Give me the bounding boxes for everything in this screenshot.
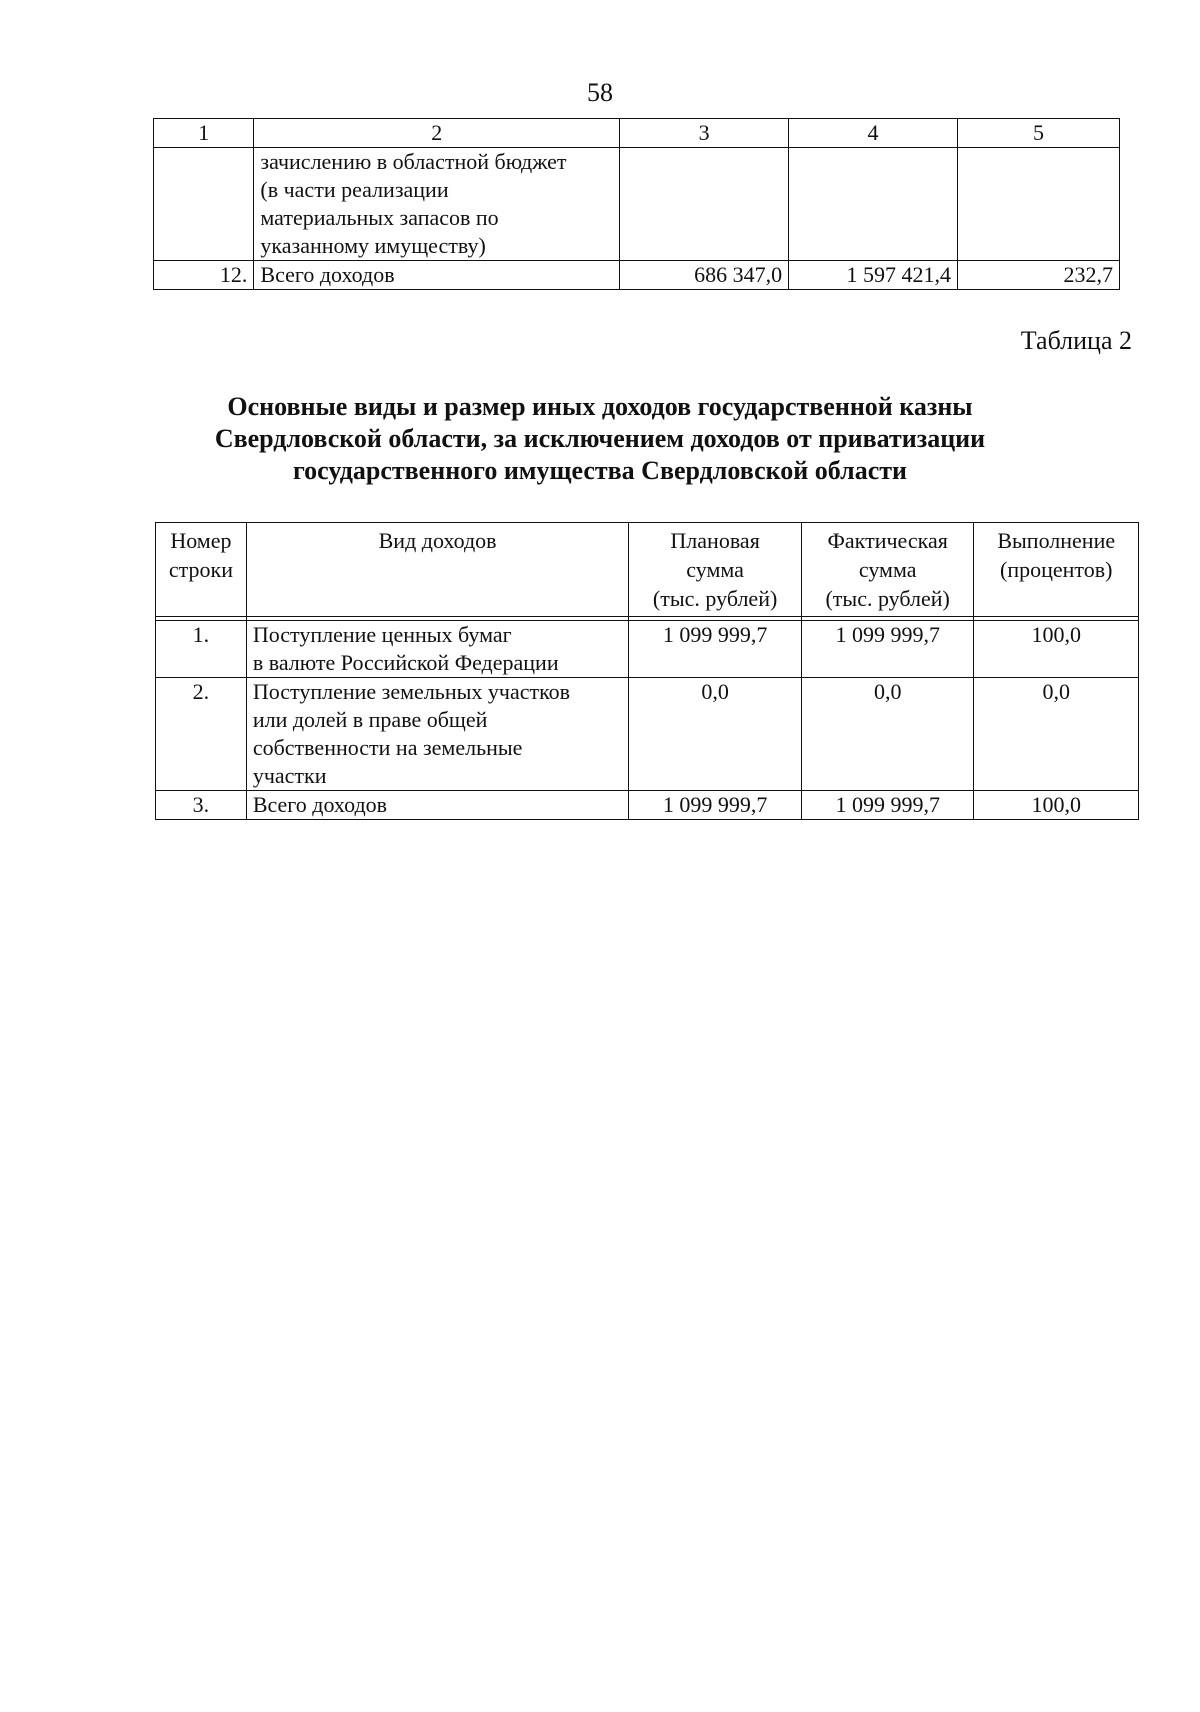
- header-line: Плановая: [670, 528, 760, 553]
- value-cell: [789, 148, 958, 261]
- income-type-cell: [254, 148, 620, 261]
- planned-sum-cell: 1 099 999,7: [629, 791, 802, 820]
- income-type-cell: Всего доходов: [254, 261, 620, 290]
- row-number-cell: [154, 148, 254, 261]
- income-table-continuation: [153, 118, 1120, 290]
- title-line: государственного имущества Свердловской области: [292, 456, 907, 485]
- header-line: Выполнение: [997, 528, 1116, 553]
- income-type-cell: [246, 621, 629, 678]
- text-line: материальных запасов по: [260, 205, 499, 230]
- header-income-type: [246, 523, 629, 617]
- value-cell: 1 597 421,4: [789, 261, 958, 290]
- title-line: Свердловской области, за исключением доходов от приватизации: [214, 424, 986, 453]
- value-cell: [620, 148, 789, 261]
- value-cell: [957, 148, 1119, 261]
- income-type-cell: [246, 678, 629, 791]
- header-line: (процентов): [1000, 557, 1113, 582]
- column-number-cell: 1: [154, 119, 254, 148]
- completion-cell: 100,0: [974, 621, 1139, 678]
- table-row: [154, 261, 1120, 290]
- row-number-cell: 3.: [156, 791, 247, 820]
- text-line: Поступление ценных бумаг: [252, 622, 512, 647]
- value-cell: 686 347,0: [620, 261, 789, 290]
- text-line: или долей в праве общей: [252, 707, 488, 732]
- text-line: в валюте Российской Федерации: [252, 650, 559, 675]
- header-completion: [974, 523, 1139, 617]
- header-planned-sum: [629, 523, 802, 617]
- page-number: 58: [587, 78, 613, 107]
- planned-sum-cell: 0,0: [629, 678, 802, 791]
- row-number-cell: 1.: [156, 621, 247, 678]
- header-line: (тыс. рублей): [652, 586, 778, 611]
- actual-sum-cell: 0,0: [801, 678, 974, 791]
- column-number-cell: 5: [957, 119, 1119, 148]
- header-actual-sum: [801, 523, 974, 617]
- header-line: Фактическая: [827, 528, 948, 553]
- text-line: (в части реализации: [260, 177, 449, 202]
- table-header-row: [154, 119, 1120, 148]
- header-line: сумма: [686, 557, 744, 582]
- column-number-cell: 4: [789, 119, 958, 148]
- row-number-cell: 2.: [156, 678, 247, 791]
- table-row: [154, 148, 1120, 261]
- table-label: Таблица 2: [1020, 326, 1132, 355]
- text-line: зачислению в областной бюджет: [260, 149, 567, 174]
- title-line: Основные виды и размер иных доходов государственной казны: [227, 392, 973, 421]
- table-header-row: [156, 523, 1139, 617]
- header-line: строки: [168, 557, 233, 582]
- header-row-number: [156, 523, 247, 617]
- planned-sum-cell: 1 099 999,7: [629, 621, 802, 678]
- header-line: Вид доходов: [378, 528, 497, 553]
- income-type-cell: [246, 791, 629, 820]
- header-line: (тыс. рублей): [825, 586, 950, 611]
- completion-cell: 0,0: [974, 678, 1139, 791]
- column-number-cell: 3: [620, 119, 789, 148]
- table-row: [156, 791, 1139, 820]
- table-title: [150, 391, 1050, 487]
- table-row: [156, 621, 1139, 678]
- text-line: Поступление земельных участков: [252, 679, 571, 704]
- column-number-cell: 2: [254, 119, 620, 148]
- actual-sum-cell: 1 099 999,7: [801, 791, 974, 820]
- text-line: собственности на земельные: [252, 735, 523, 760]
- header-line: сумма: [858, 557, 917, 582]
- actual-sum-cell: 1 099 999,7: [801, 621, 974, 678]
- table-row: [156, 678, 1139, 791]
- other-income-table: [155, 522, 1139, 820]
- text-line: участки: [252, 763, 327, 788]
- text-line: указанному имуществу): [260, 233, 486, 258]
- row-number-cell: 12.: [154, 261, 254, 290]
- value-cell: 232,7: [957, 261, 1119, 290]
- completion-cell: 100,0: [974, 791, 1139, 820]
- header-line: Номер: [170, 528, 232, 553]
- text-line: Всего доходов: [252, 792, 388, 817]
